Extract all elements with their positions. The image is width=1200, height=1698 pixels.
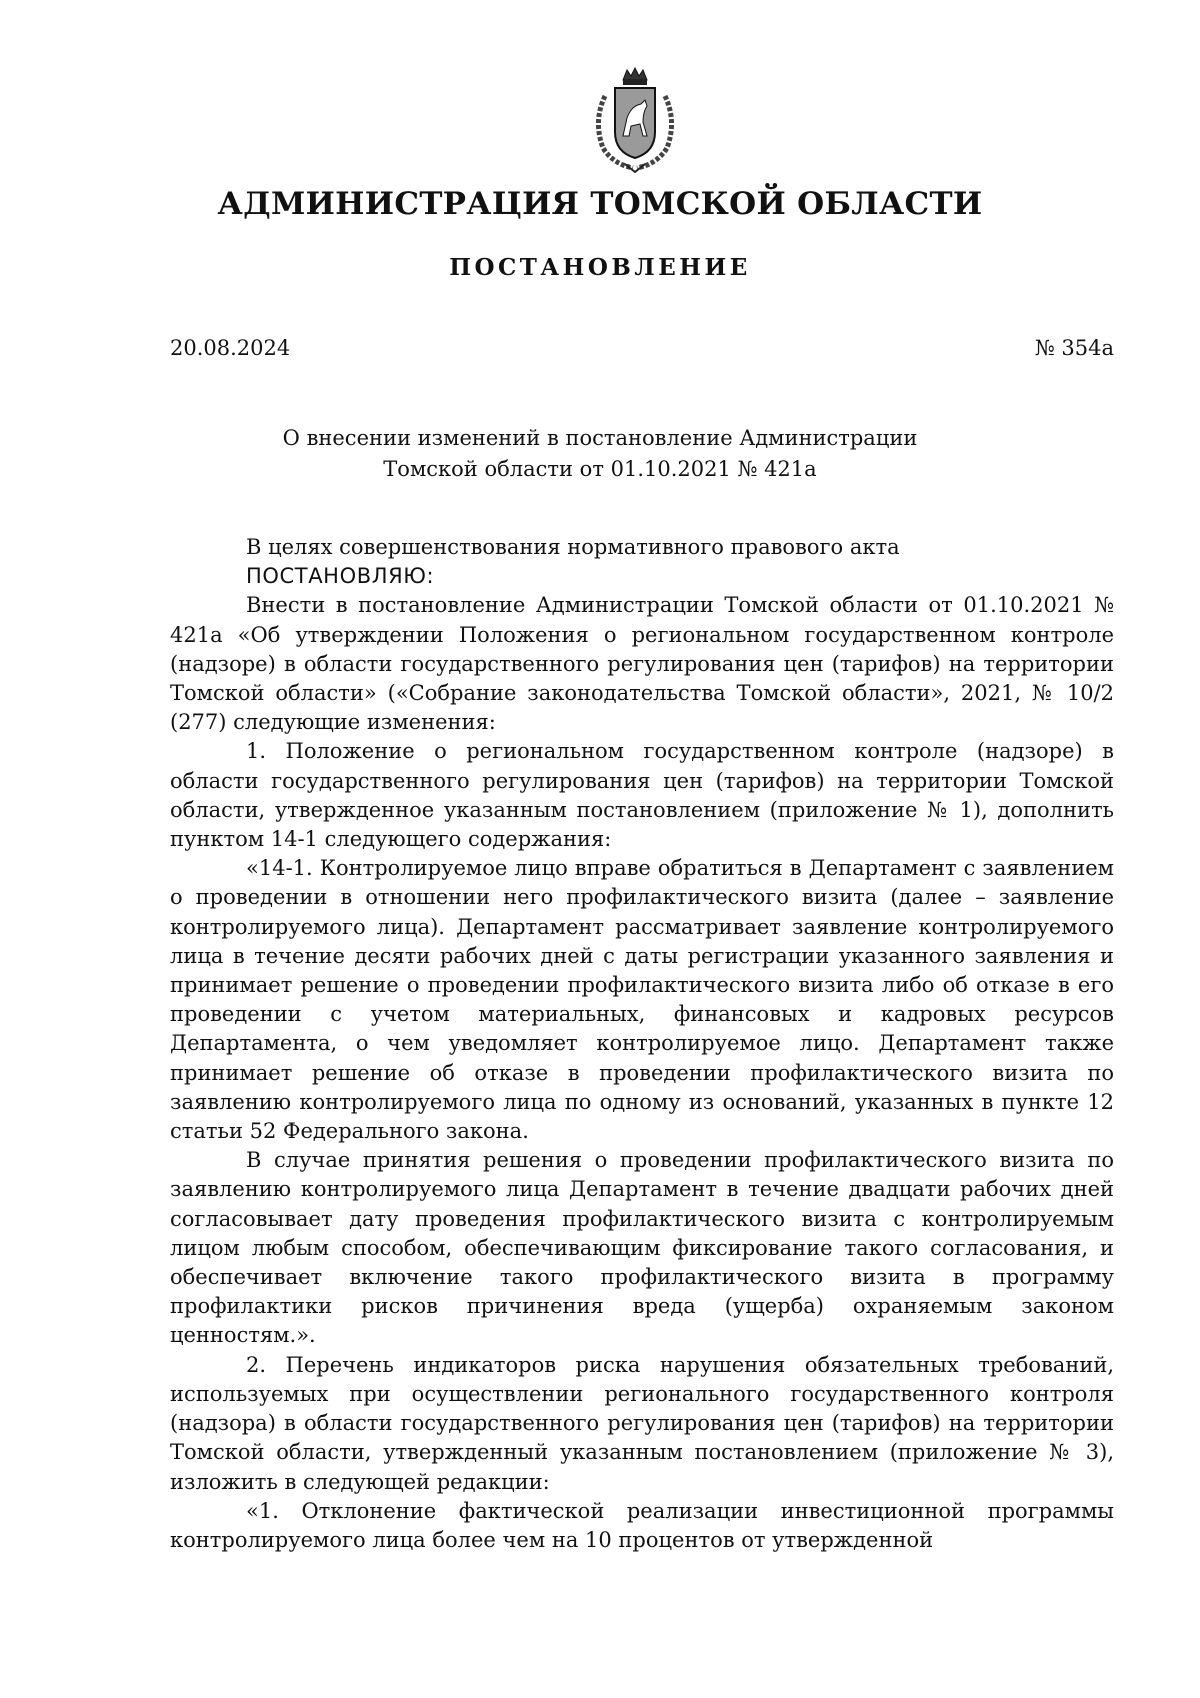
document-number: № 354а bbox=[1034, 336, 1114, 360]
paragraph-indicator-1: «1. Отклонение фактической реализации инвестиционной программы контролируемого лица более чем на 10 процентов от утвержденной bbox=[170, 1498, 1114, 1552]
paragraph-visit-approval: В случае принятия решения о проведении профилактического визита по заявлению контролируемого лица Департамент в течение двадцати рабочих дней согласовывает дату проведения профилактического визита с контролируемым лицом любым способом, обеспечивающим фиксирование такого согласования, и обеспечивает включение такого профилактического визита в программу профилактики рисков причинения вреда (ущерба) охраняемым законом ценностям.». bbox=[170, 1148, 1114, 1348]
paragraph-intro: Внести в постановление Администрации Томской области от 01.10.2021 № 421а «Об утверждении Положения о региональном государственном контроле (надзоре) в области государственного регулирования цен (тарифов) на территории Томской области» («Собрание законодательства Томской области», 2021, № 10/2 (277) следующие изменения: bbox=[170, 593, 1114, 735]
document-body bbox=[170, 533, 1114, 1555]
preamble: В целях совершенствования нормативного правового акта bbox=[246, 535, 900, 559]
paragraph-item-1: 1. Положение о региональном государственном контроле (надзоре) в области государственного регулирования цен (тарифов) на территории Томской области, утвержденное указанным постановлением (приложение № 1), дополнить пунктом 14-1 следующего содержания: bbox=[170, 739, 1114, 852]
paragraph-item-2: 2. Перечень индикаторов риска нарушения обязательных требований, используемых при осуществлении регионального государственного контроля (надзора) в области государственного регулирования цен (тарифов) на территории Томской области, утвержденный указанным постановлением (приложение № 3), изложить в следующей редакции: bbox=[170, 1352, 1114, 1494]
paragraph-clause-14-1: «14-1. Контролируемое лицо вправе обратиться в Департамент с заявлением о проведении в отношении него профилактического визита (далее – заявление контролируемого лица). Департамент рассматривает заявление контролируемого лица в течение десяти рабочих дней с даты регистрации указанного заявления и принимает решение о проведении профилактического визита либо об отказе в его проведении с учетом материальных, финансовых и кадровых ресурсов Департамента, о чем уведомляет контролируемое лицо. Департамент также принимает решение об отказе в проведении профилактического визита по заявлению контролируемого лица по одному из оснований, указанных в пункте 12 статьи 52 Федерального закона. bbox=[170, 856, 1114, 1144]
document-type: ПОСТАНОВЛЕНИЕ bbox=[449, 254, 751, 281]
decree-word: ПОСТАНОВЛЯЮ: bbox=[246, 564, 435, 589]
document-date: 20.08.2024 bbox=[170, 336, 291, 360]
coat-of-arms-icon bbox=[585, 66, 685, 174]
subject-line-1: О внесении изменений в постановление Администрации bbox=[282, 426, 918, 450]
organization-name: АДМИНИСТРАЦИЯ ТОМСКОЙ ОБЛАСТИ bbox=[217, 186, 983, 222]
document-subject bbox=[0, 423, 1200, 485]
subject-line-2: Томской области от 01.10.2021 № 421а bbox=[383, 457, 817, 481]
